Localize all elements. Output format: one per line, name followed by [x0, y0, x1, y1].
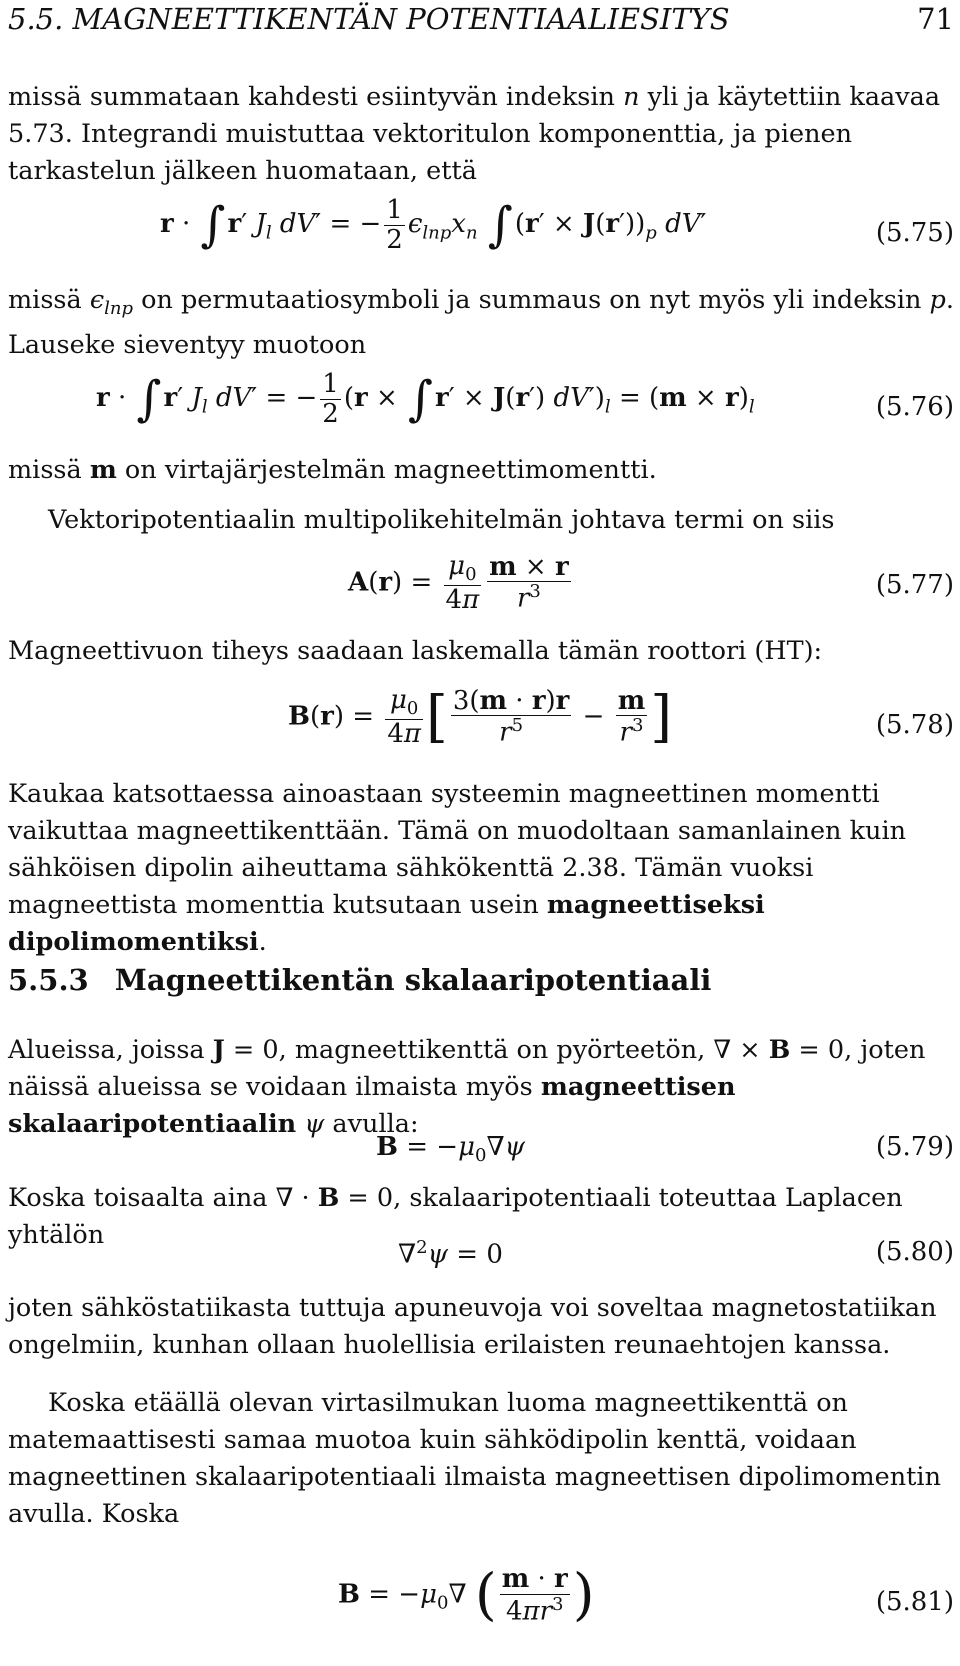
paragraph-3-text-b: on virtajärjestelmän magneettimomentti.	[116, 455, 657, 485]
paragraph-7-bold-term: magneettisen skalaaripotentiaalin	[8, 1072, 736, 1139]
equation-5-77-body: A(r) = $\frac{\mu_0}{4\pi}$ $\frac{m \times r}{r^3}$	[348, 551, 569, 615]
paragraph-8-text-b: = 0, skalaaripotentiaali toteuttaa Laplacen yhtälön	[8, 1183, 903, 1250]
paragraph-7	[8, 1032, 954, 1143]
permutation-symbol: ϵ	[89, 285, 105, 315]
section-heading	[8, 963, 711, 997]
paragraph-6-text-b: .	[258, 927, 267, 957]
equation-5-81	[0, 1562, 960, 1645]
paragraph-2-var: p	[929, 285, 946, 315]
paragraph-1-var: n	[623, 82, 640, 112]
equation-5-76-number: (5.76)	[875, 392, 954, 422]
paragraph-5: Magneettivuon tiheys saadaan laskemalla tämän roottori (HT):	[8, 636, 823, 666]
paragraph-2-text-a: missä	[8, 285, 90, 315]
equation-5-81-number: (5.81)	[875, 1587, 954, 1617]
paragraph-7-psi: ψ	[296, 1109, 325, 1139]
paragraph-6	[8, 776, 954, 961]
equation-5-75-body: r · ∫r′ $J_l$ dV′ = − $\frac{1}{2}$ $\epsilon_{lnp}x_n$ $\int(r' \times J(r'))_p$ dV′	[160, 195, 707, 255]
paragraph-3	[8, 452, 954, 489]
paragraph-7-text-d: avulla:	[324, 1109, 419, 1139]
section-title: Magneettikentän skalaaripotentiaali	[114, 963, 712, 997]
equation-5-80-body: ∇$^2$ψ = 0	[398, 1237, 503, 1270]
header-title: 5.5. MAGNEETTIKENTÄN POTENTIAALIESITYS	[8, 2, 730, 36]
equation-5-79-body: $B = -\mu_0\nabla\psi$	[376, 1132, 525, 1167]
paragraph-3-bold: m	[89, 455, 117, 485]
running-header	[8, 2, 954, 42]
paragraph-1	[8, 79, 954, 190]
section-number: 5.5.3	[8, 963, 89, 997]
page-number: 71	[917, 2, 954, 36]
equation-5-80-number: (5.80)	[875, 1237, 954, 1267]
paragraph-2-text-b: on permutaatiosymboli ja summaus on nyt myös yli indeksin	[133, 285, 930, 315]
equation-5-78-body: B(r) = $\frac{\mu_0}{4\pi}$ [ $\frac{3(m \cdot r)r}{r^5}$ − $\frac{m}{r^3}$ ]	[288, 684, 673, 750]
paragraph-6-bold-term: magneettiseksi dipolimomentiksi	[8, 890, 765, 957]
paragraph-4: Vektoripotentiaalin multipolikehitelmän johtava termi on siis	[48, 505, 835, 535]
paragraph-6-text-a: Kaukaa katsottaessa ainoastaan systeemin magneettinen momentti vaikuttaa magneettikenttään. Tämä on muodoltaan samanlainen kuin sähköisen dipolin aiheuttama sähkökenttä 2.38. Tämän vuoksi magneettista momenttia kutsutaan usein	[8, 779, 907, 920]
equation-5-76	[0, 370, 960, 440]
paragraph-7-text-a: Alueissa, joissa	[8, 1035, 213, 1065]
paragraph-8-B: B	[317, 1183, 340, 1213]
paragraph-8-text-a: Koska toisaalta aina ∇ ·	[8, 1183, 318, 1213]
paragraph-2-text-c: . Lauseke sieventyy muotoon	[8, 285, 954, 361]
paragraph-9: joten sähköstatiikasta tuttuja apuneuvoja voi soveltaa magnetostatiikan ongelmiin, kunhan ollaan huolellisia erilaisten reunaehtojen kanssa.	[8, 1293, 937, 1360]
paragraph-7-text-b: = 0, magneettikenttä on pyörteetön, ∇ ×	[224, 1035, 769, 1065]
equation-5-81-body: $B = -\mu_0\nabla$ ( $\frac{m \cdot r}{4\pi r^3}$ )	[338, 1562, 595, 1628]
equation-5-75	[0, 196, 960, 266]
paragraph-1-text-b: yli ja käytettiin kaavaa 5.73. Integrandi muistuttaa vektoritulon komponenttia, ja pienen tarkastelun jälkeen huomataan, että	[8, 82, 941, 186]
equation-5-77	[0, 552, 960, 622]
paragraph-3-text-a: missä	[8, 455, 90, 485]
equation-5-77-number: (5.77)	[875, 570, 954, 600]
paragraph-2	[8, 282, 954, 364]
paragraph-1-text-a: missä summataan kahdesti esiintyvän indeksin	[8, 82, 624, 112]
equation-5-75-number: (5.75)	[875, 218, 954, 248]
equation-5-76-body: r · ∫r′ $J_l$ dV′ = − $\frac{1}{2}$ (r × ∫r′ × J(r′) $dV')_l = (m \times r)_l$	[96, 369, 755, 429]
equation-5-79	[0, 1132, 960, 1172]
equation-5-79-number: (5.79)	[875, 1132, 954, 1162]
paragraph-7-text-c: = 0, joten näissä alueissa se voidaan ilmaista myös	[8, 1035, 926, 1102]
equation-5-78-number: (5.78)	[875, 710, 954, 740]
permutation-symbol-subscript: lnp	[104, 298, 133, 320]
paragraph-10: Koska etäällä olevan virtasilmukan luoma magneettikenttä on matemaattisesti samaa muotoa kuin sähködipolin kenttä, voidaan magneettinen skalaaripotentiaali ilmaista magneettisen dipolimomentin avulla. Koska	[8, 1388, 941, 1529]
paragraph-7-J: J	[212, 1035, 225, 1065]
equation-5-78	[0, 686, 960, 766]
equation-5-80	[0, 1237, 960, 1277]
paragraph-7-B: B	[768, 1035, 791, 1065]
